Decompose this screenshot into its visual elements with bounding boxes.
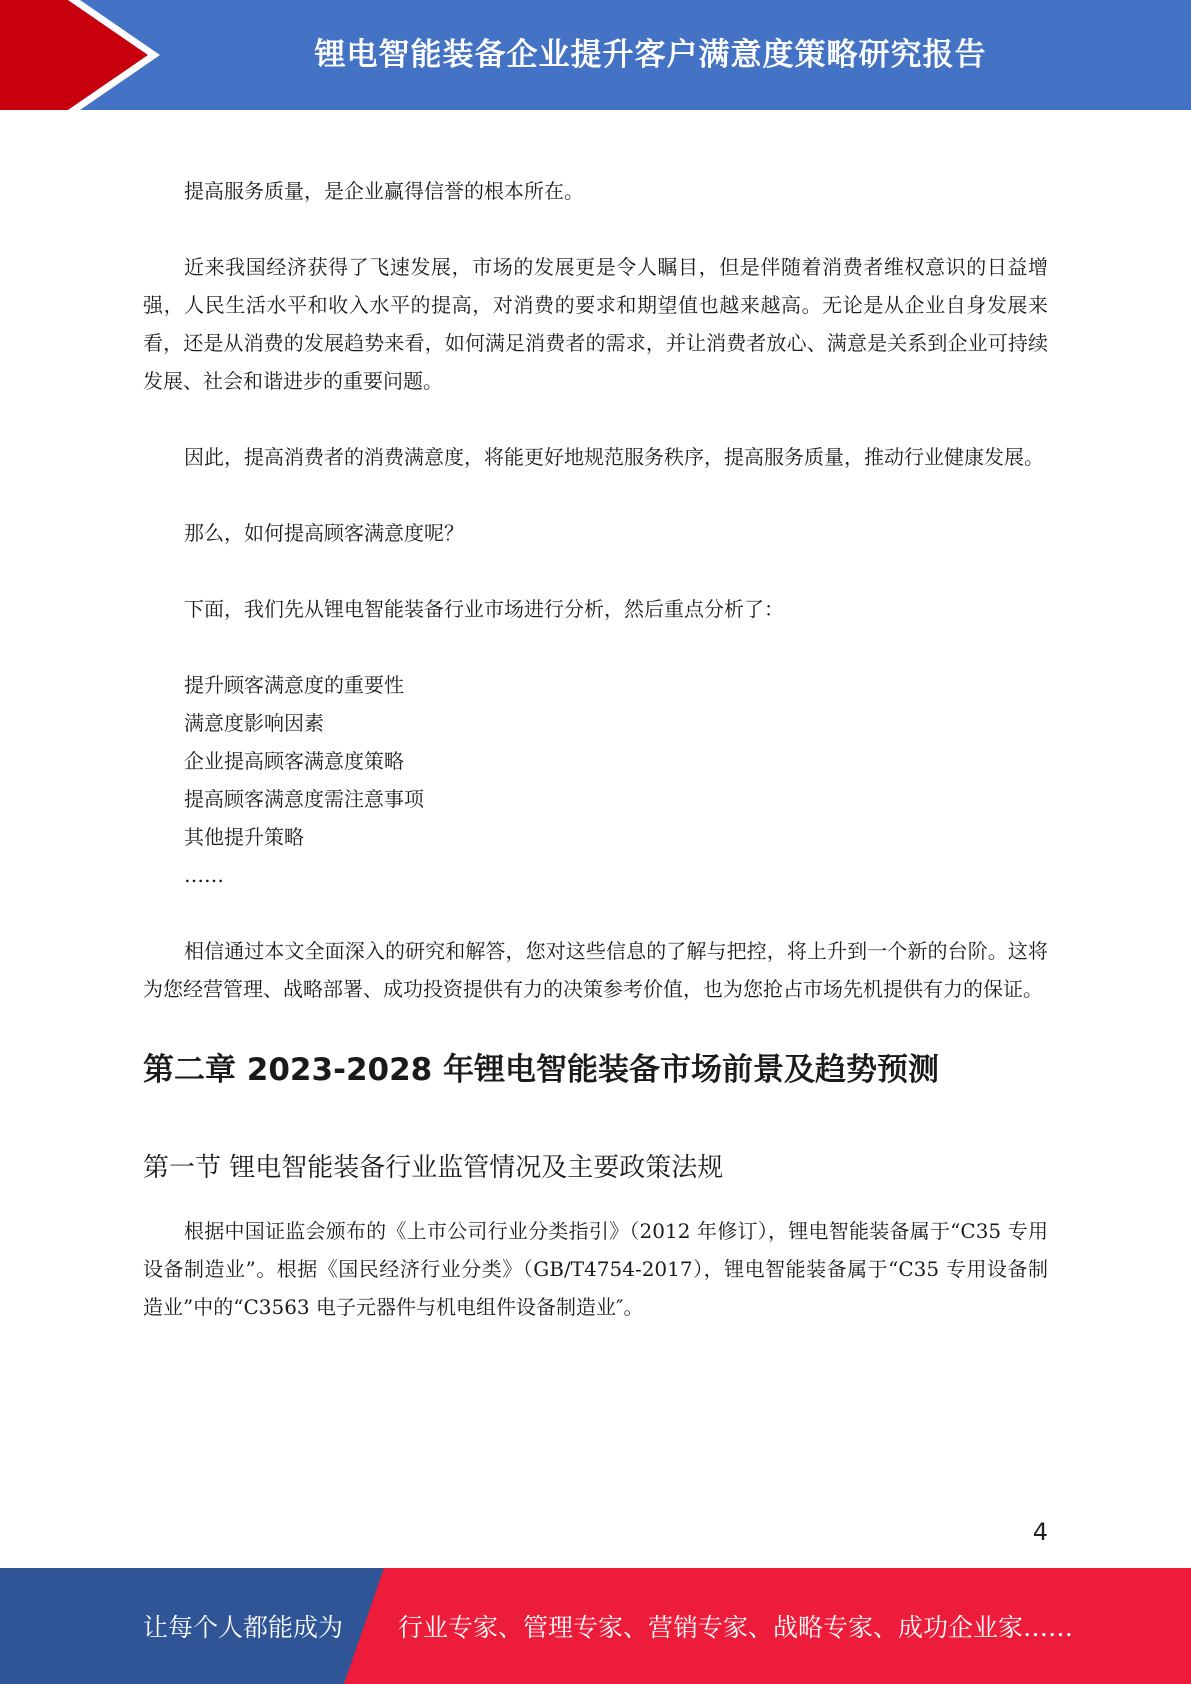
page-header — [0, 0, 1191, 110]
paragraph-therefore: 因此，提高消费者的消费满意度，将能更好地规范服务秩序，提高服务质量，推动行业健康发展。 — [184, 445, 1044, 469]
paragraph-conclusion: 相信通过本文全面深入的研究和解答，您对这些信息的了解与把控，将上升到一个新的台阶。这将为您经营管理、战略部署、成功投资提供有力的决策参考价值，也为您抢占市场先机提供有力的保证。 — [143, 939, 1048, 1001]
footer-slogan-right: 行业专家、管理专家、营销专家、战略专家、成功企业家…… — [398, 1613, 1074, 1642]
page-number: 4 — [1032, 1518, 1048, 1546]
list-item: 提高顾客满意度需注意事项 — [184, 787, 424, 811]
list-item: 其他提升策略 — [184, 825, 304, 849]
footer-slogan-left: 让每个人都能成为 — [143, 1613, 344, 1642]
paragraph-background: 近来我国经济获得了飞速发展，市场的发展更是令人瞩目，但是伴随着消费者维权意识的日益增强，人民生活水平和收入水平的提高，对消费的要求和期望值也越来越高。无论是从企业自身发展来看，还是从消费的发展趋势来看，如何满足消费者的需求，并让消费者放心、满意是关系到企业可持续发展、社会和谐进步的重要问题。 — [143, 255, 1048, 393]
paragraph-question: 那么，如何提高顾客满意度呢？ — [184, 521, 464, 545]
section-heading: 第一节 锂电智能装备行业监管情况及主要政策法规 — [143, 1153, 724, 1183]
header-title: 锂电智能装备企业提升客户满意度策略研究报告 — [314, 36, 987, 73]
list-item: 提升顾客满意度的重要性 — [184, 673, 404, 697]
outline-list — [143, 666, 1048, 894]
paragraph-outline-intro: 下面，我们先从锂电智能装备行业市场进行分析，然后重点分析了： — [184, 597, 784, 621]
document-body — [143, 172, 1048, 1326]
list-item: …… — [184, 863, 224, 887]
paragraph-classification: 根据中国证监会颁布的《上市公司行业分类指引》（2012 年修订），锂电智能装备属于“C35 专用设备制造业”。根据《国民经济行业分类》（GB/T4754-2017），锂电智能装备属于“C35 专用设备制造业”中的“C3563 电子元器件与机电组件设备制造业″。 — [143, 1219, 1048, 1319]
chapter-heading: 第二章 2023-2028 年锂电智能装备市场前景及趋势预测 — [143, 1052, 940, 1088]
paragraph-intro: 提高服务质量，是企业赢得信誉的根本所在。 — [184, 179, 584, 203]
page-footer — [0, 1568, 1191, 1684]
list-item: 企业提高顾客满意度策略 — [184, 749, 404, 773]
list-item: 满意度影响因素 — [184, 711, 324, 735]
